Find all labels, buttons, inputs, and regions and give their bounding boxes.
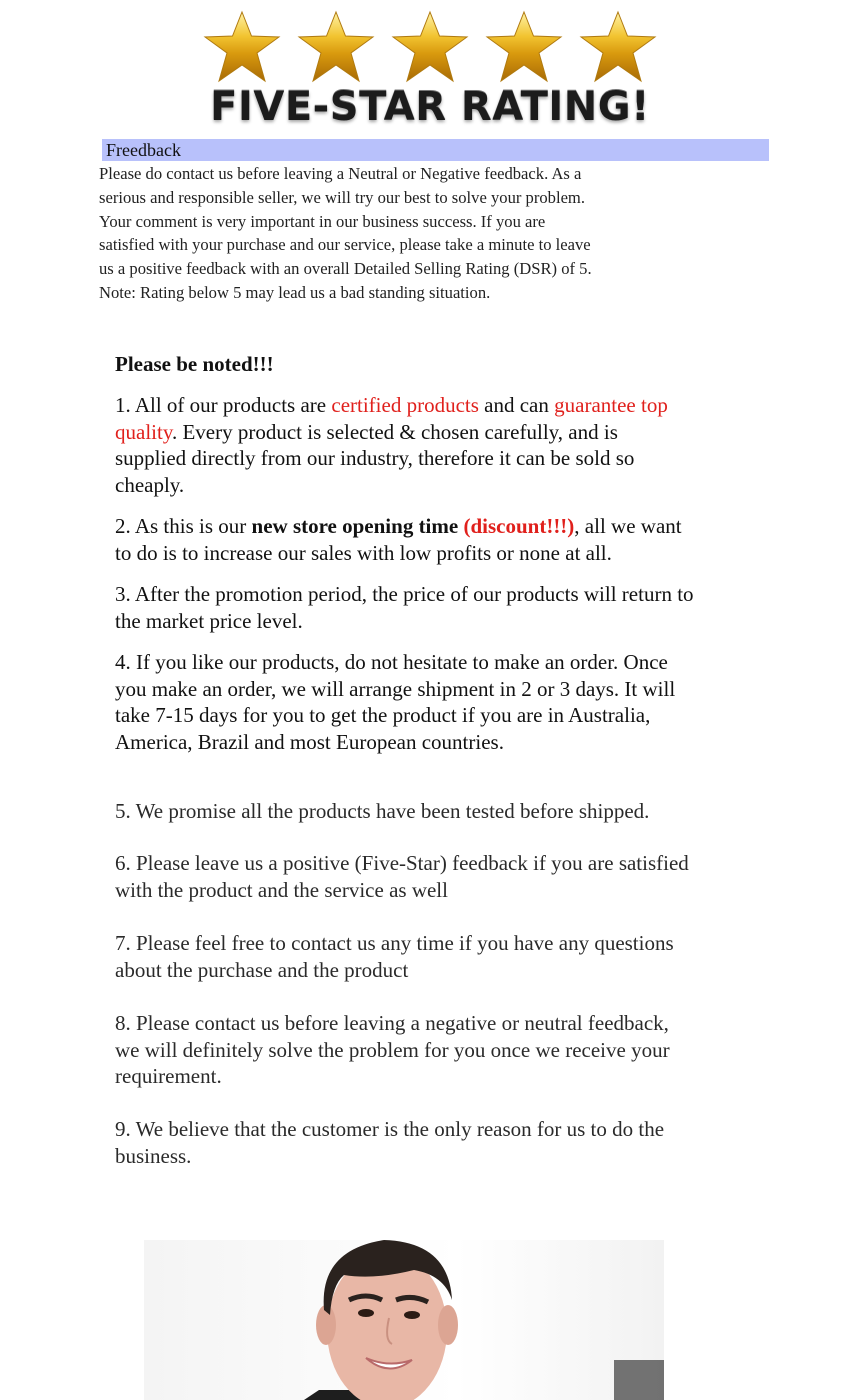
feedback-line: Your comment is very important in our business success. If you are: [99, 211, 546, 231]
gold-star-icon: [393, 12, 467, 81]
note-item-5: [115, 798, 765, 825]
note-line: 4. If you like our products, do not hesitate to make an order. Once: [115, 650, 668, 674]
note-line: about the purchase and the product: [115, 957, 409, 982]
gold-star-icon: [299, 12, 373, 81]
highlight-new-store: new store opening time: [251, 514, 459, 538]
note-line: 9. We believe that the customer is the only reason for us to do the: [115, 1117, 665, 1141]
feedback-line: satisfied with your purchase and our service, please take a minute to leave: [99, 235, 591, 255]
note-line: with the product and the service as well: [115, 877, 448, 902]
note-item-3: [115, 581, 765, 634]
gold-star-icon: [581, 12, 655, 81]
note-line: we will definitely solve the problem for you once we receive your: [115, 1037, 670, 1062]
note-line: take 7-15 days for you to get the product if you are in Australia,: [115, 703, 651, 728]
note-line: the market price level.: [115, 608, 303, 633]
smiling-man-photo: [144, 1240, 664, 1400]
feedback-header-label: Freedback: [106, 140, 181, 160]
note-line: cheaply.: [115, 472, 185, 497]
highlight-discount: (discount!!!): [463, 514, 575, 538]
highlight-guarantee: guarantee top: [554, 393, 668, 417]
note-line: to do is to increase our sales with low profits or none at all.: [115, 540, 612, 565]
gold-star-icon: [205, 12, 279, 81]
note-text: , all we want: [574, 514, 682, 538]
note-line: 3. After the promotion period, the price of our products will return to: [115, 582, 694, 606]
note-item-8: [115, 1010, 765, 1090]
person-illustration: [144, 1240, 664, 1400]
note-line: 5. We promise all the products have been tested before shipped.: [115, 799, 650, 823]
note-text: and can: [478, 393, 555, 417]
feedback-header-bar: [102, 139, 769, 161]
note-text: . Every product is selected & chosen carefully, and is: [171, 419, 618, 444]
feedback-line: Note: Rating below 5 may lead us a bad standing situation.: [99, 282, 491, 302]
note-item-2: [115, 513, 765, 566]
note-line: 6. Please leave us a positive (Five-Star) feedback if you are satisfied: [115, 851, 689, 875]
note-line: you make an order, we will arrange shipment in 2 or 3 days. It will: [115, 676, 676, 701]
note-line: America, Brazil and most European countries.: [115, 729, 504, 754]
feedback-line: us a positive feedback with an overall Detailed Selling Rating (DSR) of 5.: [99, 259, 592, 279]
note-line: supplied directly from our industry, therefore it can be sold so: [115, 446, 635, 471]
note-item-7: [115, 930, 765, 983]
note-line: requirement.: [115, 1064, 222, 1089]
note-item-6: [115, 850, 765, 903]
notes-title: Please be noted!!!: [115, 352, 274, 376]
highlight-quality: quality: [115, 419, 172, 444]
star-rating: [195, 8, 665, 88]
feedback-paragraph: [99, 162, 669, 305]
note-item-1: [115, 392, 765, 498]
five-star-rating-banner: [195, 4, 665, 132]
note-line: business.: [115, 1143, 192, 1168]
gold-star-icon: [487, 12, 561, 81]
banner-title: FIVE-STAR RATING!: [210, 84, 650, 130]
note-item-9: [115, 1116, 765, 1169]
highlight-certified: certified products: [331, 393, 479, 417]
note-text: 2. As this is our: [115, 514, 252, 538]
note-line: 7. Please feel free to contact us any time if you have any questions: [115, 931, 674, 955]
note-text: 1. All of our products are: [115, 393, 332, 417]
note-item-4: [115, 649, 765, 755]
note-line: 8. Please contact us before leaving a negative or neutral feedback,: [115, 1011, 669, 1035]
feedback-line: Please do contact us before leaving a Neutral or Negative feedback. As a: [99, 164, 582, 183]
feedback-line: serious and responsible seller, we will try our best to solve your problem.: [99, 187, 585, 207]
